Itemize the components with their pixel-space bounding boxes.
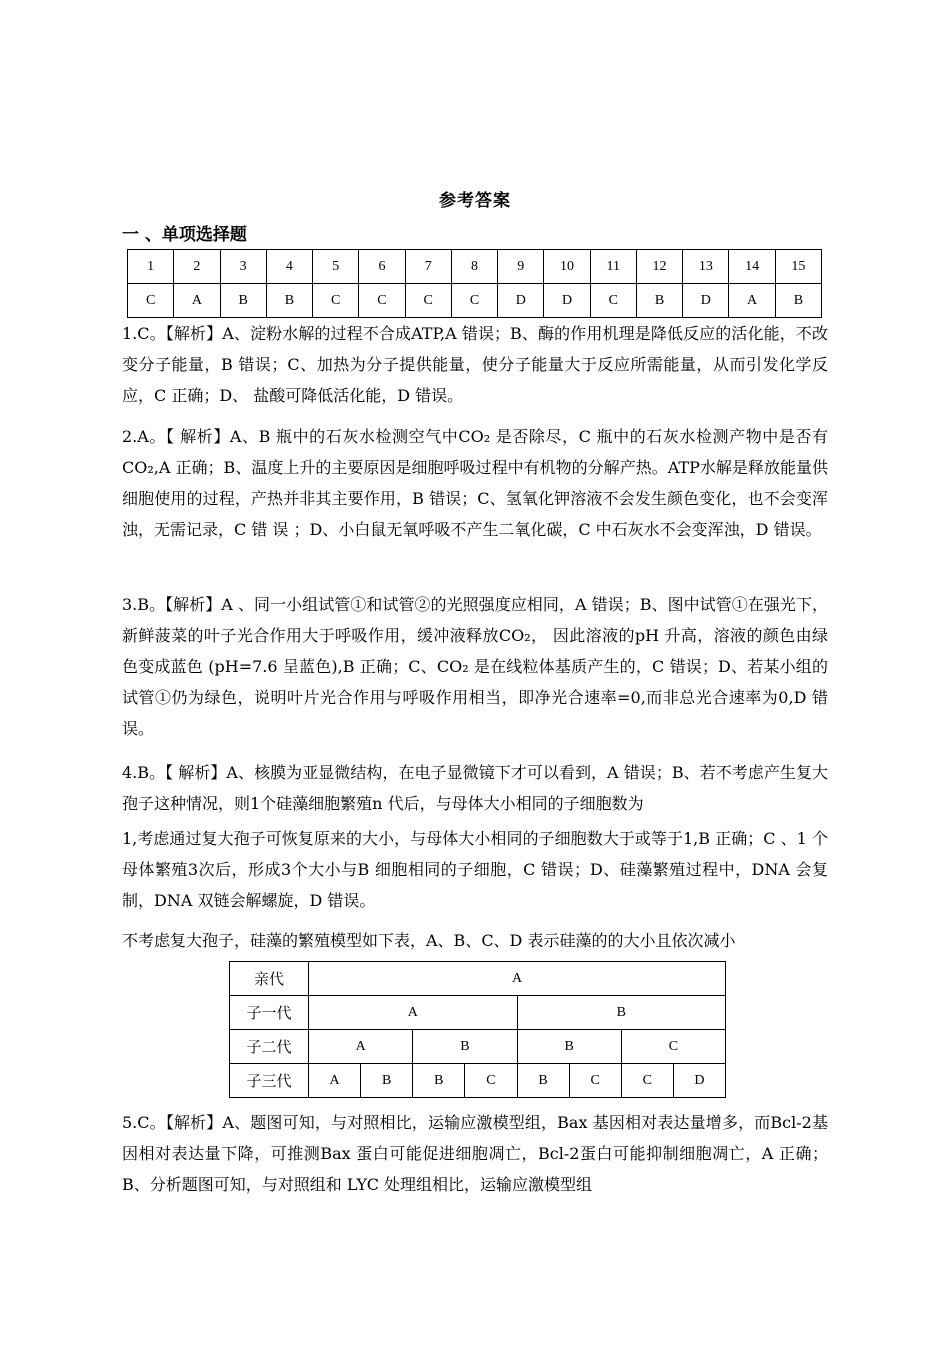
generation-row bbox=[230, 962, 726, 996]
answer-letter: C bbox=[405, 284, 451, 318]
generation-row bbox=[230, 996, 726, 1030]
answer-letter: C bbox=[313, 284, 359, 318]
answer-letter: B bbox=[266, 284, 312, 318]
cell-size: D bbox=[673, 1064, 725, 1098]
answer-letter: C bbox=[451, 284, 497, 318]
generation-label: 亲代 bbox=[230, 962, 309, 996]
section-heading: 一 、单项选择题 bbox=[122, 225, 247, 245]
question-number: 9 bbox=[498, 250, 544, 284]
explanation-q3: 3.B。【解析】A 、同一小组试管①和试管②的光照强度应相同，A 错误；B、图中试管①在强光下，新鲜菠菜的叶子光合作用大于呼吸作用，缓冲液释放CO₂， 因此溶液的pH 升高，溶液的颜色由绿色变成蓝色 (pH=7.6 呈蓝色),B 正确；C、CO₂ 是在线粒体基质产生的，C 错误；D、若某小组的试管①仍为绿色，说明叶片光合作用与呼吸作用相当，即净光合速率=0,而非总光合速率为0,D 错误。 bbox=[122, 595, 828, 738]
cell-size: B bbox=[517, 996, 726, 1030]
cell-size: A bbox=[309, 996, 518, 1030]
explanation-q2: 2.A。【 解析】A、B 瓶中的石灰水检测空气中CO₂ 是否除尽，C 瓶中的石灰水检测产物中是否有 CO₂,A 正确；B、温度上升的主要原因是细胞呼吸过程中有机物的分解产热。ATP水解是释放能量供细胞使用的过程，产热并非其主要作用，B 错误；C、氢氧化钾溶液不会发生颜色变化，也不会变浑浊，无需记录，C 错 误 ；D、小白鼠无氧呼吸不产生二氧化碳，C 中石灰水不会变浑浊，D 错误。 bbox=[122, 427, 828, 539]
cell-size: C bbox=[569, 1064, 621, 1098]
generation-row bbox=[230, 1030, 726, 1064]
answer-table bbox=[127, 249, 822, 318]
answer-letter: B bbox=[220, 284, 266, 318]
cell-size: C bbox=[621, 1030, 725, 1064]
question-number: 12 bbox=[636, 250, 682, 284]
cell-size: B bbox=[517, 1030, 621, 1064]
generation-label: 子一代 bbox=[230, 996, 309, 1030]
cell-size: B bbox=[413, 1064, 465, 1098]
question-number: 1 bbox=[128, 250, 174, 284]
answer-letter: C bbox=[590, 284, 636, 318]
question-number: 13 bbox=[683, 250, 729, 284]
answer-letter: A bbox=[174, 284, 220, 318]
answer-letter: C bbox=[128, 284, 174, 318]
answer-number-row bbox=[128, 250, 822, 284]
explanation-q1: 1.C。【解析】A、淀粉水解的过程不合成ATP,A 错误；B、酶的作用机理是降低反应的活化能，不改变分子能量，B 错误；C、加热为分子提供能量，使分子能量大于反应所需能量，从而引发化学反应，C 正确；D、 盐酸可降低活化能，D 错误。 bbox=[122, 324, 828, 405]
cell-size: B bbox=[361, 1064, 413, 1098]
explanation-q4-part1: 4.B。【 解析】A、核膜为亚显微结构，在电子显微镜下才可以看到，A 错误；B、若不考虑产生复大孢子这种情况，则1个硅藻细胞繁殖n 代后，与母体大小相同的子细胞数为 bbox=[122, 763, 828, 813]
question-number: 15 bbox=[775, 250, 821, 284]
answer-letter: C bbox=[359, 284, 405, 318]
cell-size: C bbox=[621, 1064, 673, 1098]
cell-size: C bbox=[465, 1064, 517, 1098]
answer-letter: B bbox=[775, 284, 821, 318]
answer-letter: D bbox=[498, 284, 544, 318]
question-number: 4 bbox=[266, 250, 312, 284]
cell-size: A bbox=[309, 1064, 361, 1098]
answer-letter-row bbox=[128, 284, 822, 318]
explanation-q4-part2: 1,考虑通过复大孢子可恢复原来的大小，与母体大小相同的子细胞数大于或等于1,B 正确；C 、1 个母体繁殖3次后，形成3个大小与B 细胞相同的子细胞，C 错误；D、硅藻繁殖过程中，DNA 会复制，DNA 双链会解螺旋，D 错误。 bbox=[122, 829, 828, 910]
cell-size: A bbox=[309, 1030, 413, 1064]
question-number: 14 bbox=[729, 250, 775, 284]
generation-label: 子三代 bbox=[230, 1064, 309, 1098]
generation-label: 子二代 bbox=[230, 1030, 309, 1064]
question-number: 11 bbox=[590, 250, 636, 284]
cell-size: B bbox=[413, 1030, 517, 1064]
question-number: 3 bbox=[220, 250, 266, 284]
question-number: 10 bbox=[544, 250, 590, 284]
question-number: 6 bbox=[359, 250, 405, 284]
question-number: 7 bbox=[405, 250, 451, 284]
cell-size: A bbox=[309, 962, 726, 996]
explanation-q5: 5.C。【解析】A、题图可知，与对照相比，运输应激模型组，Bax 基因相对表达量增多，而Bcl-2基因相对表达量下降，可推测Bax 蛋白可能促进细胞凋亡，Bcl-2蛋白可能抑制细胞凋亡，A 正确；B、分析题图可知，与对照组和 LYC 处理组相比，运输应激模型组 bbox=[122, 1113, 828, 1194]
cell-size: B bbox=[517, 1064, 569, 1098]
generation-row bbox=[230, 1064, 726, 1098]
answer-letter: D bbox=[683, 284, 729, 318]
question-number: 5 bbox=[313, 250, 359, 284]
answer-letter: B bbox=[636, 284, 682, 318]
question-number: 8 bbox=[451, 250, 497, 284]
reproduction-model-caption: 不考虑复大孢子，硅藻的繁殖模型如下表，A、B、C、D 表示硅藻的的大小且依次减小 bbox=[122, 931, 736, 950]
diatom-reproduction-table bbox=[229, 961, 726, 1098]
answer-letter: A bbox=[729, 284, 775, 318]
question-number: 2 bbox=[174, 250, 220, 284]
answer-letter: D bbox=[544, 284, 590, 318]
page-title: 参考答案 bbox=[439, 191, 511, 211]
